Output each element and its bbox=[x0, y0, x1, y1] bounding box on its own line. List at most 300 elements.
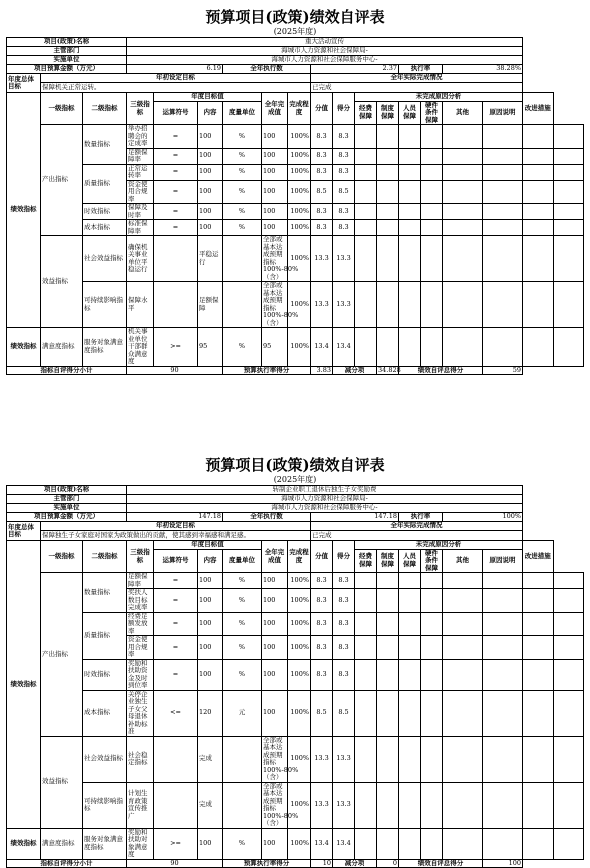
reason-cell bbox=[399, 589, 421, 613]
target-content: 95 bbox=[198, 328, 223, 367]
degree-header: 完成程度 bbox=[288, 541, 311, 573]
reason-cell bbox=[421, 690, 443, 736]
completion-value: 100 bbox=[262, 148, 288, 164]
improvement-cell bbox=[553, 204, 584, 220]
reason-cell bbox=[399, 180, 421, 204]
reason-cell bbox=[377, 636, 399, 660]
unit-value: 海城市人力资源和社会保障服务中心- bbox=[127, 56, 523, 65]
score-got: 13.3 bbox=[333, 736, 355, 782]
target-content: 100 bbox=[198, 659, 223, 690]
score-value: 8.5 bbox=[311, 180, 333, 204]
completion-degree: 100% bbox=[288, 164, 311, 180]
reason-cell bbox=[483, 589, 523, 613]
system-header: 制度保障 bbox=[377, 101, 399, 125]
funds-header: 经费保障 bbox=[355, 549, 377, 573]
reason-cell bbox=[421, 612, 443, 636]
improvement-cell bbox=[553, 220, 584, 236]
level2-header: 二级指标 bbox=[83, 93, 127, 125]
goal-label: 年度总体目标 bbox=[7, 74, 41, 93]
project-name-label: 项目(政策)名称 bbox=[7, 38, 127, 47]
level2-indicator: 质量指标 bbox=[83, 612, 127, 659]
score-value-header: 分值 bbox=[311, 93, 333, 125]
level2-indicator: 社会效益指标 bbox=[83, 236, 127, 282]
reason-cell bbox=[355, 220, 377, 236]
system-header: 制度保障 bbox=[377, 549, 399, 573]
reason-cell bbox=[421, 589, 443, 613]
reason-cell bbox=[399, 164, 421, 180]
improvement-cell bbox=[553, 736, 583, 782]
output-label: 产出指标 bbox=[41, 125, 83, 236]
level3-indicator: 保障水平 bbox=[127, 282, 154, 328]
reason-cell bbox=[355, 204, 377, 220]
reason-cell bbox=[483, 612, 523, 636]
reason-cell bbox=[377, 282, 399, 328]
reason-cell bbox=[355, 782, 377, 828]
evaluation-form-2 bbox=[6, 456, 584, 868]
completion-degree: 100% bbox=[288, 636, 311, 660]
measure-unit: % bbox=[223, 125, 262, 149]
self-total-label: 绩效自评总得分 bbox=[399, 859, 483, 868]
reason-cell bbox=[421, 782, 443, 828]
exec-rate-value: 38.28% bbox=[443, 65, 523, 74]
reason-cell bbox=[399, 612, 421, 636]
target-content: 足额保障 bbox=[198, 282, 223, 328]
performance-label: 绩效指标 bbox=[7, 93, 41, 328]
target-content: 100 bbox=[198, 573, 223, 589]
operator: = bbox=[154, 636, 198, 660]
actual-label: 全年实际完成情况 bbox=[311, 74, 523, 83]
benefit-label: 效益指标 bbox=[41, 736, 83, 828]
reason-cell bbox=[421, 573, 443, 589]
measure-unit: % bbox=[223, 180, 262, 204]
level3-indicator: 标准保障率 bbox=[127, 220, 154, 236]
reason-cell bbox=[443, 612, 483, 636]
target-content: 100 bbox=[198, 612, 223, 636]
reason-cell bbox=[377, 125, 399, 149]
reason-cell bbox=[523, 125, 553, 149]
level2-header: 二级指标 bbox=[83, 541, 127, 573]
reason-cell bbox=[355, 125, 377, 149]
completion-degree: 100% bbox=[288, 328, 311, 367]
improve-header: 改进措施 bbox=[523, 93, 553, 125]
improvement-cell bbox=[553, 164, 584, 180]
reason-cell bbox=[421, 659, 443, 690]
exec-rate-value: 100% bbox=[443, 513, 523, 522]
reason-cell bbox=[443, 164, 483, 180]
completion-degree: 100% bbox=[288, 125, 311, 149]
reason-cell bbox=[421, 204, 443, 220]
reason-cell bbox=[443, 125, 483, 149]
satisfaction-label: 满意度指标 bbox=[41, 328, 83, 367]
measure-unit: % bbox=[223, 148, 262, 164]
target-value-header: 年度目标值 bbox=[154, 93, 262, 102]
completion-degree: 100% bbox=[288, 573, 311, 589]
budget-exec-score-value: 10 bbox=[311, 859, 333, 868]
reason-cell bbox=[443, 589, 483, 613]
score-got: 8.3 bbox=[333, 612, 355, 636]
reason-cell bbox=[443, 690, 483, 736]
total-score-label: 指标自评得分小计 bbox=[7, 366, 127, 375]
reason-cell bbox=[421, 236, 443, 282]
measure-unit bbox=[223, 282, 262, 328]
reason-cell bbox=[483, 236, 523, 282]
completion-value-header: 全年完成值 bbox=[262, 541, 288, 573]
improve-header: 改进措施 bbox=[523, 541, 553, 573]
budget-value: 147.18 bbox=[127, 513, 223, 522]
dept-label: 主管部门 bbox=[7, 47, 127, 56]
budget-exec-score-label: 预算执行率得分 bbox=[223, 859, 311, 868]
completion-value: 100 bbox=[262, 659, 288, 690]
reason-cell bbox=[483, 220, 523, 236]
initial-goal-label: 年初设定目标 bbox=[41, 74, 311, 83]
reason-cell bbox=[355, 828, 377, 859]
score-got: 8.3 bbox=[333, 125, 355, 149]
reason-cell bbox=[443, 659, 483, 690]
staff-header: 人员保障 bbox=[399, 549, 421, 573]
reason-cell bbox=[483, 328, 523, 367]
improvement-cell bbox=[553, 236, 584, 282]
reason-cell bbox=[523, 636, 553, 660]
budget-label: 项目预算金额（万元） bbox=[7, 65, 127, 74]
reason-cell bbox=[377, 180, 399, 204]
completion-value: 100 bbox=[262, 828, 288, 859]
measure-unit: % bbox=[223, 589, 262, 613]
completion-value: 全部或基本达成预期指标100%-80%（含） bbox=[263, 781, 299, 827]
actual-label: 全年实际完成情况 bbox=[311, 522, 523, 531]
score-value: 8.3 bbox=[311, 659, 333, 690]
reason-cell bbox=[523, 282, 553, 328]
measure-unit: % bbox=[223, 328, 262, 367]
reason-cell bbox=[443, 148, 483, 164]
level3-header: 三级指标 bbox=[127, 93, 154, 125]
improvement-cell bbox=[553, 612, 583, 636]
evaluation-form-1 bbox=[6, 8, 584, 375]
improvement-cell bbox=[553, 282, 584, 328]
annual-exec-label: 全年执行数 bbox=[223, 513, 311, 522]
score-value: 8.5 bbox=[311, 690, 333, 736]
reason-cell bbox=[443, 282, 483, 328]
score-value: 8.3 bbox=[311, 148, 333, 164]
reason-cell bbox=[355, 328, 377, 367]
measure-unit: % bbox=[223, 573, 262, 589]
reason-cell bbox=[483, 690, 523, 736]
annual-exec-value: 147.18 bbox=[311, 513, 399, 522]
score-value: 8.3 bbox=[311, 636, 333, 660]
completion-value: 95 bbox=[262, 328, 288, 367]
reason-cell bbox=[399, 204, 421, 220]
level3-indicator: 资金使用合规率 bbox=[127, 180, 154, 204]
unit-header: 度量单位 bbox=[223, 549, 262, 573]
operator: >= bbox=[154, 328, 198, 367]
reason-cell bbox=[377, 164, 399, 180]
operator: = bbox=[154, 573, 198, 589]
target-content: 平稳运行 bbox=[198, 236, 223, 282]
unit-label: 实施单位 bbox=[7, 504, 127, 513]
completion-degree: 100% bbox=[288, 282, 311, 328]
completion-value: 100 bbox=[262, 573, 288, 589]
score-got: 13.3 bbox=[333, 282, 355, 328]
reason-cell bbox=[443, 236, 483, 282]
project-name-label: 项目(政策)名称 bbox=[7, 486, 127, 495]
improvement-cell bbox=[553, 125, 584, 149]
unit-label: 实施单位 bbox=[7, 56, 127, 65]
reason-cell bbox=[377, 236, 399, 282]
score-got: 13.3 bbox=[333, 236, 355, 282]
level1-header: 一级指标 bbox=[41, 541, 83, 573]
score-got: 8.3 bbox=[333, 636, 355, 660]
score-value: 8.3 bbox=[311, 125, 333, 149]
reason-cell bbox=[421, 282, 443, 328]
reason-desc-header: 原因说明 bbox=[483, 101, 523, 125]
completion-degree: 100% bbox=[288, 782, 311, 828]
dept-value: 海城市人力资源和社会保障局- bbox=[127, 495, 523, 504]
unit-value: 海城市人力资源和社会保障服务中心- bbox=[127, 504, 523, 513]
completion-degree: 100% bbox=[288, 204, 311, 220]
staff-header: 人员保障 bbox=[399, 101, 421, 125]
score-got: 8.3 bbox=[333, 148, 355, 164]
deduct-value: 34.828 bbox=[378, 365, 401, 374]
reason-cell bbox=[523, 589, 553, 613]
goal-text: 保障机关正常运转。 bbox=[41, 83, 311, 93]
target-content: 100 bbox=[198, 828, 223, 859]
score-value: 13.3 bbox=[311, 736, 333, 782]
level3-header: 三级指标 bbox=[127, 541, 154, 573]
reason-cell bbox=[421, 328, 443, 367]
reason-header: 未完成原因分析 bbox=[355, 541, 523, 550]
dept-label: 主管部门 bbox=[7, 495, 127, 504]
score-value: 13.3 bbox=[311, 236, 333, 282]
reason-cell bbox=[355, 636, 377, 660]
reason-cell bbox=[399, 573, 421, 589]
reason-cell bbox=[523, 573, 553, 589]
reason-cell bbox=[399, 148, 421, 164]
reason-cell bbox=[421, 164, 443, 180]
score-value: 8.3 bbox=[311, 164, 333, 180]
budget-label: 项目预算金额（万元） bbox=[7, 513, 127, 522]
target-content: 100 bbox=[198, 148, 223, 164]
score-got: 8.5 bbox=[333, 180, 355, 204]
reason-cell bbox=[377, 220, 399, 236]
reason-cell bbox=[399, 659, 421, 690]
reason-cell bbox=[523, 828, 553, 859]
score-value: 13.4 bbox=[311, 328, 333, 367]
improvement-cell bbox=[553, 636, 583, 660]
reason-cell bbox=[523, 220, 553, 236]
reason-cell bbox=[523, 612, 553, 636]
measure-unit bbox=[223, 236, 262, 282]
score-got: 13.4 bbox=[333, 828, 355, 859]
content-header: 内容 bbox=[198, 101, 223, 125]
completion-value: 100 bbox=[262, 164, 288, 180]
reason-cell bbox=[483, 573, 523, 589]
operator: = bbox=[154, 125, 198, 149]
deduct-label: 减分项 bbox=[333, 859, 377, 868]
completion-degree: 100% bbox=[288, 589, 311, 613]
project-name-value: 重大活动宣传 bbox=[127, 38, 523, 47]
level3-indicator: 奖励和扶助对象满意度 bbox=[127, 828, 154, 859]
reason-cell bbox=[355, 236, 377, 282]
reason-cell bbox=[443, 782, 483, 828]
score-got: 8.3 bbox=[333, 220, 355, 236]
level3-indicator: 经费足额发放率 bbox=[127, 612, 154, 636]
reason-cell bbox=[443, 736, 483, 782]
reason-cell bbox=[355, 282, 377, 328]
measure-unit: % bbox=[223, 636, 262, 660]
reason-cell bbox=[443, 180, 483, 204]
reason-cell bbox=[523, 148, 553, 164]
score-got: 8.3 bbox=[333, 589, 355, 613]
score-value: 8.3 bbox=[311, 220, 333, 236]
content-header: 内容 bbox=[198, 549, 223, 573]
reason-cell bbox=[483, 736, 523, 782]
form-title: 预算项目(政策)绩效自评表 bbox=[205, 456, 385, 474]
reason-cell bbox=[421, 180, 443, 204]
target-content: 100 bbox=[198, 164, 223, 180]
reason-cell bbox=[355, 690, 377, 736]
operator bbox=[154, 782, 198, 828]
reason-cell bbox=[355, 659, 377, 690]
level2-indicator: 数量指标 bbox=[83, 125, 127, 165]
reason-cell bbox=[483, 148, 523, 164]
reason-cell bbox=[523, 690, 553, 736]
reason-cell bbox=[421, 828, 443, 859]
level2-indicator: 数量指标 bbox=[83, 573, 127, 613]
level3-indicator: 关停企业独生子女父母退休补助标准 bbox=[127, 690, 154, 736]
budget-exec-score-label: 预算执行率得分 bbox=[223, 366, 311, 375]
actual-text: 已完成 bbox=[311, 531, 523, 541]
level2-indicator: 可持续影响指标 bbox=[83, 782, 127, 828]
total-score-label: 指标自评得分小计 bbox=[7, 859, 127, 868]
measure-unit: % bbox=[223, 828, 262, 859]
reason-cell bbox=[399, 328, 421, 367]
score-got-header: 得分 bbox=[333, 541, 355, 573]
operator-header: 运算符号 bbox=[154, 549, 198, 573]
measure-unit: % bbox=[223, 164, 262, 180]
completion-degree: 100% bbox=[288, 828, 311, 859]
completion-value-header: 全年完成值 bbox=[262, 93, 288, 125]
output-label: 产出指标 bbox=[41, 573, 83, 737]
goal-text: 保障独生子女家庭对国家为政策做出的贡献，使其感到幸福感和满足感。 bbox=[41, 531, 311, 541]
target-content: 100 bbox=[198, 589, 223, 613]
self-total-value: 100 bbox=[483, 859, 523, 868]
annual-exec-value: 2.37 bbox=[311, 65, 399, 74]
measure-unit: % bbox=[223, 220, 262, 236]
reason-cell bbox=[523, 736, 553, 782]
level3-indicator: 资金使用合规率 bbox=[127, 636, 154, 660]
reason-cell bbox=[355, 180, 377, 204]
score-value: 13.3 bbox=[311, 282, 333, 328]
dept-value: 海城市人力资源和社会保障局- bbox=[127, 47, 523, 56]
improvement-cell bbox=[553, 690, 583, 736]
level1-header: 一级指标 bbox=[41, 93, 83, 125]
level2-indicator: 成本指标 bbox=[83, 220, 127, 236]
operator: = bbox=[154, 180, 198, 204]
reason-cell bbox=[355, 589, 377, 613]
reason-header: 未完成原因分析 bbox=[355, 93, 523, 102]
level2-indicator: 时效指标 bbox=[83, 204, 127, 220]
form-year: (2025年度) bbox=[273, 27, 317, 36]
reason-cell bbox=[421, 148, 443, 164]
project-name-value: 转制企业职工退休后独生子女奖励费 bbox=[127, 486, 523, 495]
evaluation-table bbox=[6, 485, 584, 868]
funds-header: 经费保障 bbox=[355, 101, 377, 125]
reason-cell bbox=[443, 573, 483, 589]
reason-cell bbox=[483, 828, 523, 859]
reason-cell bbox=[523, 204, 553, 220]
score-got: 8.3 bbox=[333, 659, 355, 690]
completion-value: 100 bbox=[262, 612, 288, 636]
improvement-cell bbox=[553, 180, 584, 204]
completion-value: 100 bbox=[262, 204, 288, 220]
level3-indicator: 计划生育政策宣传推广 bbox=[127, 782, 154, 828]
reason-cell bbox=[355, 573, 377, 589]
score-got: 8.3 bbox=[333, 573, 355, 589]
completion-value: 全部或基本达成预期指标100%-80%（含） bbox=[263, 735, 299, 781]
level3-indicator: 确保机关事业单位平稳运行 bbox=[127, 236, 154, 282]
target-value-header: 年度目标值 bbox=[154, 541, 262, 550]
reason-cell bbox=[523, 782, 553, 828]
reason-cell bbox=[399, 782, 421, 828]
level2-indicator: 社会效益指标 bbox=[83, 736, 127, 782]
degree-header: 完成程度 bbox=[288, 93, 311, 125]
reason-cell bbox=[377, 828, 399, 859]
reason-cell bbox=[399, 828, 421, 859]
target-content: 100 bbox=[198, 204, 223, 220]
reason-cell bbox=[377, 204, 399, 220]
hardware-header: 硬件条件保障 bbox=[421, 101, 443, 125]
completion-value: 全部或基本达成预期指标100%-80%（含） bbox=[263, 235, 299, 281]
annual-exec-label: 全年执行数 bbox=[223, 65, 311, 74]
score-value: 8.3 bbox=[311, 573, 333, 589]
self-total-label: 绩效自评总得分 bbox=[399, 366, 483, 375]
completion-value: 100 bbox=[262, 125, 288, 149]
completion-value: 100 bbox=[262, 690, 288, 736]
level3-indicator: 社会稳定指标 bbox=[127, 736, 154, 782]
reason-cell bbox=[399, 125, 421, 149]
budget-exec-score-value: 3.83 bbox=[311, 366, 333, 375]
performance-label: 绩效指标 bbox=[7, 328, 41, 367]
level3-indicator: 正常运转率 bbox=[127, 164, 154, 180]
reason-cell bbox=[377, 328, 399, 367]
target-content: 100 bbox=[198, 220, 223, 236]
performance-label: 绩效指标 bbox=[7, 828, 41, 859]
operator: = bbox=[154, 204, 198, 220]
operator-header: 运算符号 bbox=[154, 101, 198, 125]
completion-degree: 100% bbox=[288, 148, 311, 164]
measure-unit bbox=[223, 736, 262, 782]
level3-indicator: 奖励和扶助资金及时到位率 bbox=[127, 659, 154, 690]
operator: = bbox=[154, 659, 198, 690]
completion-value: 100 bbox=[262, 589, 288, 613]
reason-cell bbox=[443, 328, 483, 367]
completion-degree: 100% bbox=[288, 236, 311, 282]
score-value: 8.3 bbox=[311, 589, 333, 613]
target-content: 完成 bbox=[198, 736, 223, 782]
reason-desc-header: 原因说明 bbox=[483, 549, 523, 573]
reason-cell bbox=[399, 636, 421, 660]
reason-cell bbox=[443, 204, 483, 220]
total-score-value: 90 bbox=[127, 366, 223, 375]
operator: <= bbox=[154, 690, 198, 736]
form-year: (2025年度) bbox=[273, 475, 317, 484]
reason-cell bbox=[399, 220, 421, 236]
reason-cell bbox=[355, 148, 377, 164]
reason-cell bbox=[443, 220, 483, 236]
operator: >= bbox=[154, 828, 198, 859]
completion-value: 100 bbox=[262, 636, 288, 660]
score-value: 13.4 bbox=[311, 828, 333, 859]
other-header: 其他 bbox=[443, 549, 483, 573]
